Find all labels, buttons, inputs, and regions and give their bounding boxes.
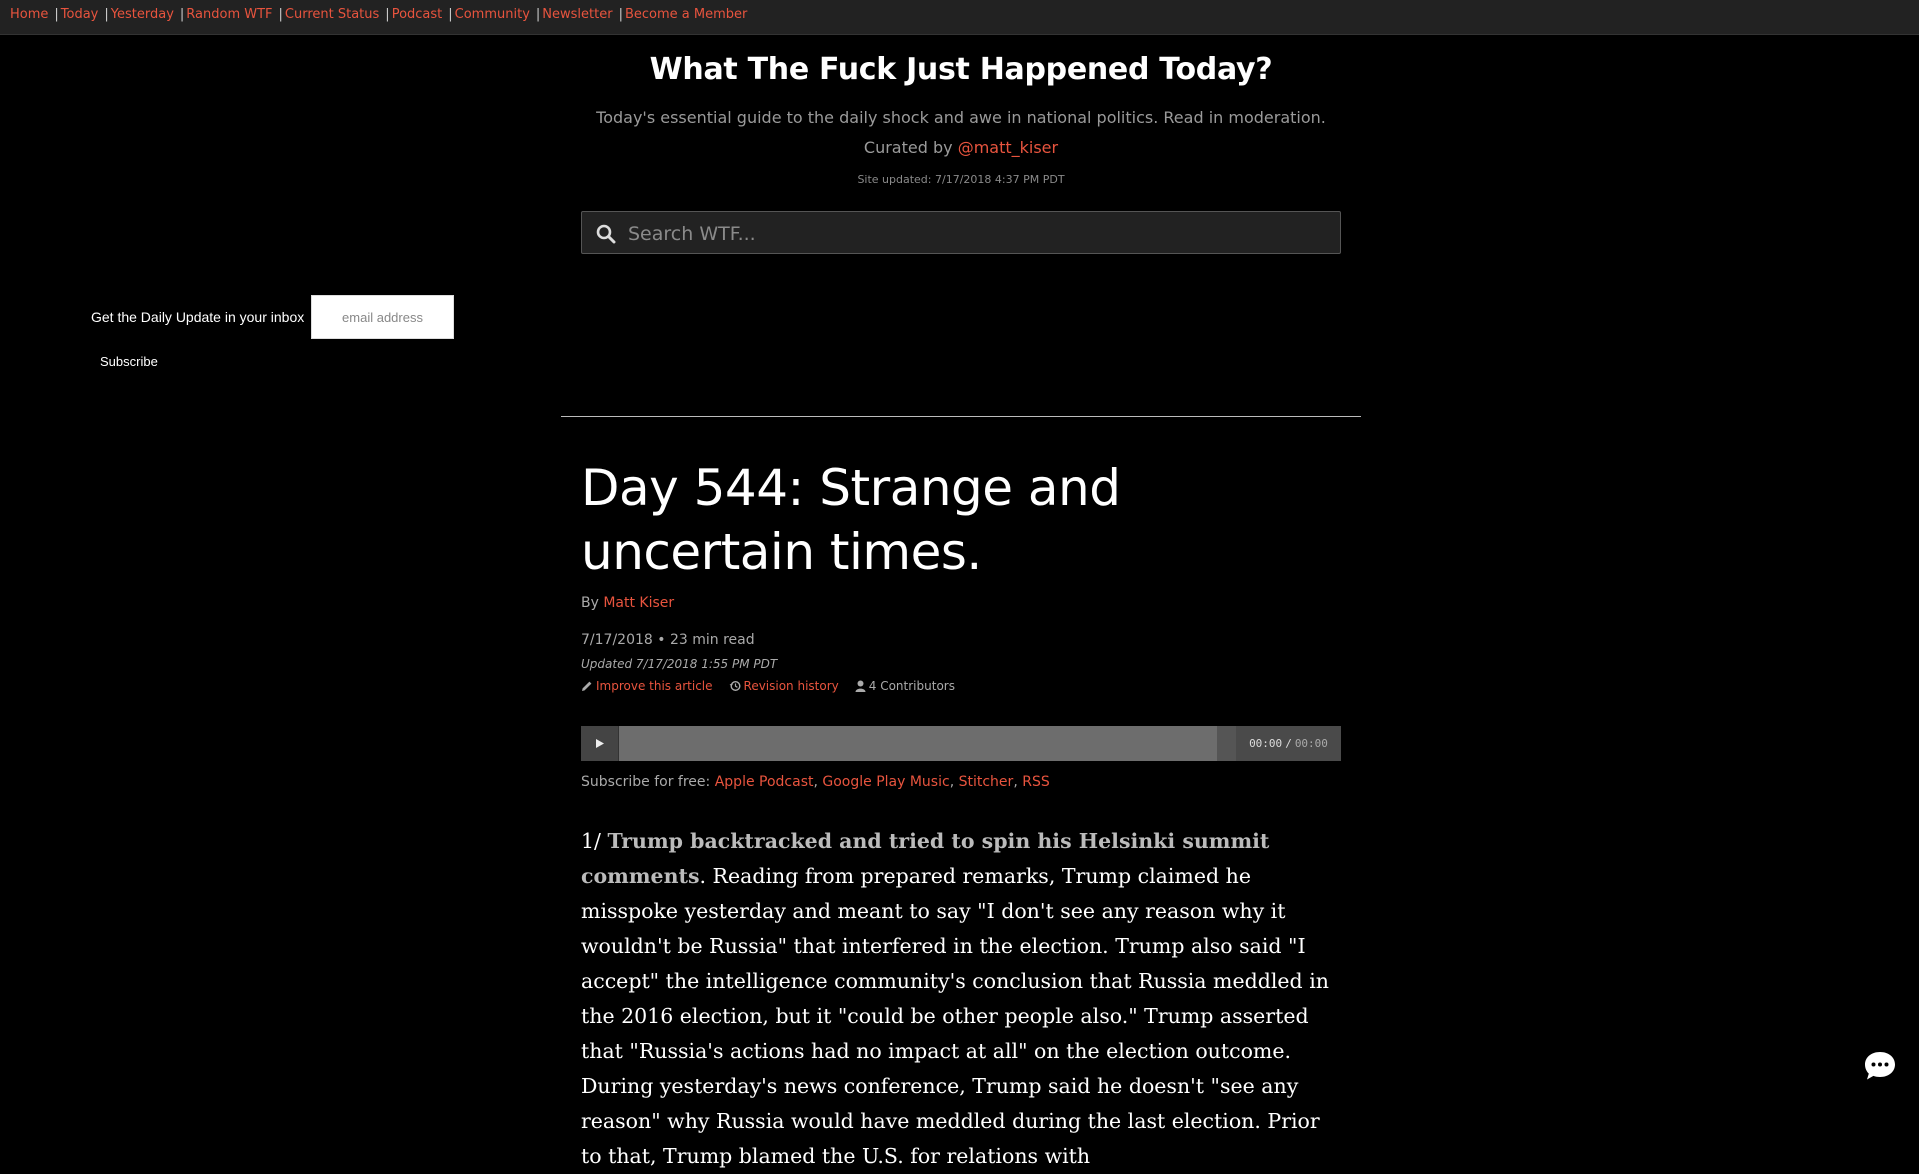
nav-separator: | [179,7,185,22]
nav-separator: | [278,7,283,22]
history-icon [729,680,741,692]
podcast-subscribe-line: Subscribe for free: Apple Podcast, Google Play Music, Stitcher, RSS [581,774,1050,790]
current-time: 00:00 [1249,737,1283,750]
contributors [855,679,955,693]
byline [581,595,674,611]
audio-time-display [1236,726,1341,761]
nav-separator: | [104,7,109,22]
play-button[interactable] [581,726,619,761]
nav-separator: | [385,7,390,22]
nav-today[interactable]: Today [60,7,99,22]
search-box[interactable] [581,211,1341,254]
search-input[interactable] [626,212,1330,255]
rss-link[interactable]: RSS [1022,774,1050,790]
google-play-music-link[interactable]: Google Play Music [822,774,950,790]
nav-separator: | [535,7,541,22]
curated-prefix: Curated by [863,138,953,157]
nav-separator: | [618,7,623,22]
article-body [581,824,1341,1174]
curated-by [0,138,1919,157]
article-meta-links [581,679,971,693]
pencil-icon [581,680,593,692]
site-tagline: Today's essential guide to the daily shock and awe in national politics. Read in moderation. [596,108,1326,127]
lead-headline-link[interactable]: Trump backtracked and tried to spin his Helsinki summit comments [581,829,1270,888]
read-time: 23 min read [669,632,755,648]
body-paragraph: . Reading from prepared remarks, Trump claimed he misspoke yesterday and meant to say "I don't see any reason why it wouldn't be Russia" that interfered in the election. Trump also said "I accept" the intelligence community's conclusion that Russia meddled in the 2016 election, but it "could be other people also." Trump asserted that "Russia's actions had no impact at all" on the election outcome. During yesterday's news conference, Trump said he doesn't "see any reason" why Russia would have meddled during the last election. Prior to that, Trump blamed the U.S. for relations with [581,864,1329,1168]
nav-separator: | [54,7,59,22]
author-link[interactable]: Matt Kiser [603,595,675,611]
podcast-subscribe-prefix: Subscribe for free: [581,774,711,790]
nav-separator: | [448,7,453,22]
curator-handle-link[interactable]: @matt_kiser [957,138,1059,157]
audio-progress-bar[interactable] [619,726,1217,761]
subscribe-button[interactable]: Subscribe [92,354,166,369]
revision-history-link[interactable]: Revision history [743,679,839,693]
apple-podcast-link[interactable]: Apple Podcast [714,774,814,790]
top-nav [0,0,1919,35]
user-icon [855,680,866,692]
item-number: 1/ [581,829,601,853]
email-field[interactable] [311,295,454,339]
stitcher-link[interactable]: Stitcher [958,774,1014,790]
nav-home[interactable]: Home [10,7,49,22]
duration: 00:00 [1294,737,1328,750]
article-date: 7/17/2018 [581,632,653,648]
improve-article[interactable] [581,679,713,693]
improve-article-link[interactable]: Improve this article [596,679,713,693]
nav-podcast[interactable]: Podcast [391,7,443,22]
contributors-count: 4 Contributors [868,679,955,693]
article-date-line: 7/17/2018 • 23 min read [581,632,755,648]
nav-yesterday[interactable]: Yesterday [110,7,174,22]
search-icon [596,224,616,244]
nav-newsletter[interactable]: Newsletter [542,7,613,22]
article-title: Day 544: Strange and uncertain times. [581,459,1121,581]
header-divider [561,416,1361,417]
article-updated: Updated 7/17/2018 1:55 PM PDT [581,657,778,671]
byline-prefix: By [581,595,599,611]
time-separator: / [1285,737,1292,750]
newsletter-label: Get the Daily Update in your inbox [91,309,305,325]
chat-bubble-icon[interactable] [1860,1046,1900,1086]
nav-become-member[interactable]: Become a Member [624,7,748,22]
site-title[interactable]: What The Fuck Just Happened Today? [649,52,1273,87]
play-icon [596,739,604,748]
nav-community[interactable]: Community [454,7,530,22]
nav-current-status[interactable]: Current Status [284,7,380,22]
nav-random-wtf[interactable]: Random WTF [186,7,273,22]
podcast-audio-player [581,726,1341,761]
site-updated: Site updated: 7/17/2018 4:37 PM PDT [857,173,1065,186]
revision-history[interactable] [729,679,839,693]
